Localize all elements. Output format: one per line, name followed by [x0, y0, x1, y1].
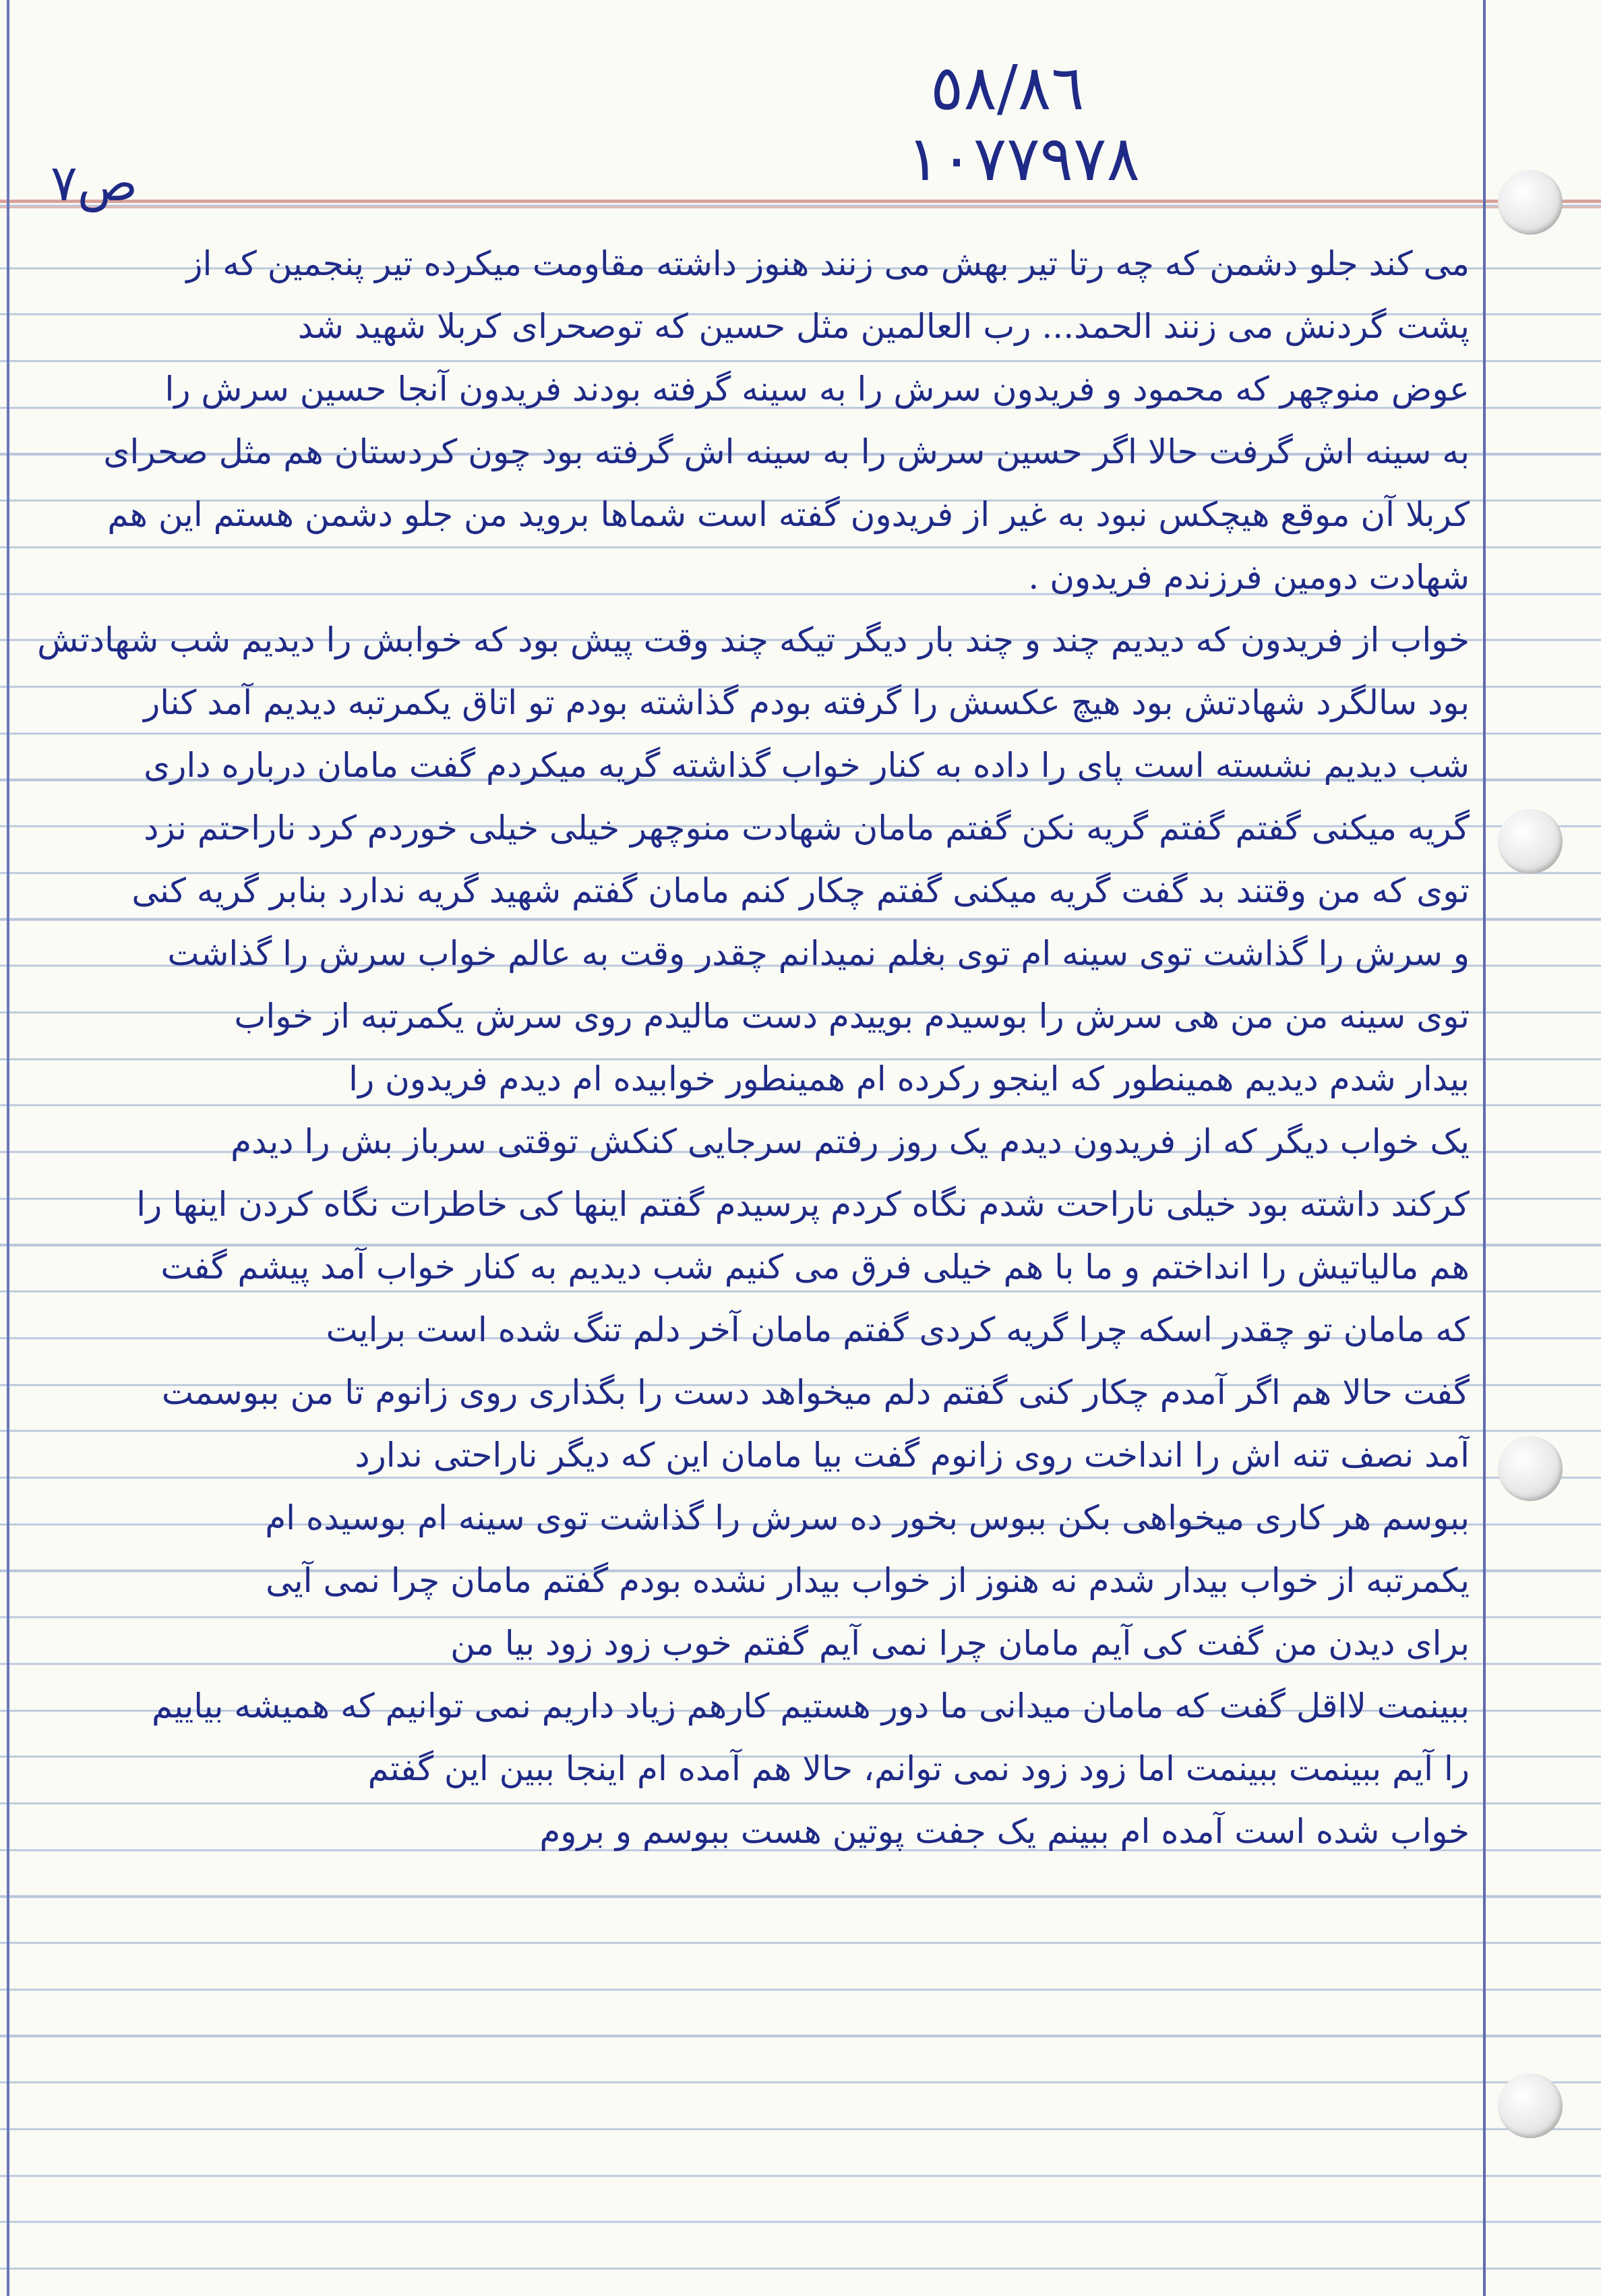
- text-line: خواب از فریدون که دیدیم چند و چند بار دیگر تیکه چند وقت پیش بود که خوابش را دیدیم شب شهادتش: [37, 620, 1470, 659]
- right-margin-line: [1483, 0, 1486, 2296]
- header-rule-secondary: [0, 206, 1601, 208]
- reference-number-bottom: ١٠٧٧٩٧٨: [907, 123, 1140, 195]
- text-line: ببوسم هر کاری میخواهی بکن ببوس بخور ده سرش را گذاشت توی سینه ام بوسیده ام: [265, 1498, 1470, 1537]
- text-line: توی که من وقتند بد گفت گریه میکنی گفتم چکار کنم مامان گفتم شهید گریه ندارد بنابر گریه کنی: [131, 871, 1470, 910]
- punch-hole: [1498, 170, 1563, 235]
- text-line: بود سالگرد شهادتش بود هیچ عکسش را گرفته بودم گذاشته بودم تو اتاق یکمرتبه دیدیم آمد کنار: [144, 683, 1470, 722]
- text-line: به سینه اش گرفت حالا اگر حسین سرش را به سینه اش گرفته بود چون کردستان هم مثل صحرای: [103, 432, 1470, 471]
- text-line: که مامان تو چقدر اسکه چرا گریه کردی گفتم مامان آخر دلم تنگ شده است برایت: [326, 1310, 1470, 1349]
- text-line: خواب شده است آمده ام ببینم یک جفت پوتین هست ببوسم و بروم: [539, 1812, 1470, 1851]
- page-number: ص۷: [51, 154, 138, 212]
- text-line: را آیم ببینمت ببینمت اما زود زود نمی توانم، حالا هم آمده ام اینجا ببین این گفتم: [367, 1749, 1470, 1788]
- text-line: شب دیدیم نشسته است پای را داده به کنار خواب گذاشته گریه میکردم گفت مامان درباره داری: [144, 746, 1470, 785]
- text-line: ببینمت لااقل گفت که مامان میدانی ما دور هستیم کارهم زیاد داریم نمی توانیم که همیشه بیاییم: [151, 1686, 1470, 1726]
- punch-hole: [1498, 809, 1563, 874]
- left-margin-line: [7, 0, 9, 2296]
- text-line: آمد نصف تنه اش را انداخت روی زانوم گفت بیا مامان این که دیگر ناراحتی ندارد: [355, 1436, 1470, 1475]
- text-line: عوض منوچهر که محمود و فریدون سرش را به سینه گرفته بودند فریدون آنجا حسین سرش را: [164, 370, 1470, 409]
- punch-hole: [1498, 2073, 1563, 2138]
- text-line: پشت گردنش می زنند الحمد... رب العالمین مثل حسین که توصحرای کربلا شهید شد: [297, 307, 1470, 346]
- text-line: می کند جلو دشمن که چه رتا تیر بهش می زنند هنوز داشته مقاومت میکرده تیر پنجمین که از: [186, 244, 1470, 283]
- text-line: و سرش را گذاشت توی سینه ام توی بغلم نمیدانم چقدر وقت به عالم خواب سرش را گذاشت: [167, 934, 1470, 973]
- reference-number-top: ٥٨/٨٦: [930, 52, 1085, 124]
- text-line: یکمرتبه از خواب بیدار شدم نه هنوز از خواب بیدار نشده بودم گفتم مامان چرا نمی آیی: [266, 1561, 1470, 1600]
- text-line: یک خواب دیگر که از فریدون دیدم یک روز رفتم سرجایی کنکش توقتی سرباز بش را دیدم: [231, 1122, 1470, 1161]
- header-rule: [0, 200, 1601, 203]
- handwritten-text-body: [20, 233, 1470, 1863]
- text-line: کرکند داشته بود خیلی ناراحت شدم نگاه کردم پرسیدم گفتم اینها کی خاطرات نگاه کردن اینها را: [136, 1185, 1470, 1224]
- text-line: بیدار شدم دیدیم همینطور که اینجو رکرده ام همینطور خوابیده ام دیدم فریدون را: [349, 1059, 1470, 1098]
- text-line: توی سینه من من هی سرش را بوسیدم بوییدم دست مالیدم روی سرش یکمرتبه از خواب: [234, 997, 1470, 1036]
- text-line: کربلا آن موقع هیچکس نبود به غیر از فریدون گفته است شماها بروید من جلو دشمن هستم این هم: [107, 495, 1470, 534]
- punch-hole: [1498, 1436, 1563, 1501]
- text-line: برای دیدن من گفت کی آیم مامان چرا نمی آیم گفتم خوب زود زود بیا من: [450, 1624, 1470, 1663]
- text-line: گفت حالا هم اگر آمدم چکار کنی گفتم دلم میخواهد دست را بگذاری روی زانوم تا من ببوسمت: [161, 1373, 1470, 1412]
- page-header-area: [0, 0, 1601, 202]
- text-line: شهادت دومین فرزندم فریدون .: [1028, 558, 1470, 597]
- text-line: هم مالیاتیش را انداختم و ما با هم خیلی فرق می کنیم شب دیدیم به کنار خواب آمد پیشم گفت: [160, 1247, 1470, 1287]
- text-line: گریه میکنی گفتم گفتم گریه نکن گفتم مامان شهادت منوچهر خیلی خیلی خوردم کرد ناراحتم نزد: [144, 808, 1470, 848]
